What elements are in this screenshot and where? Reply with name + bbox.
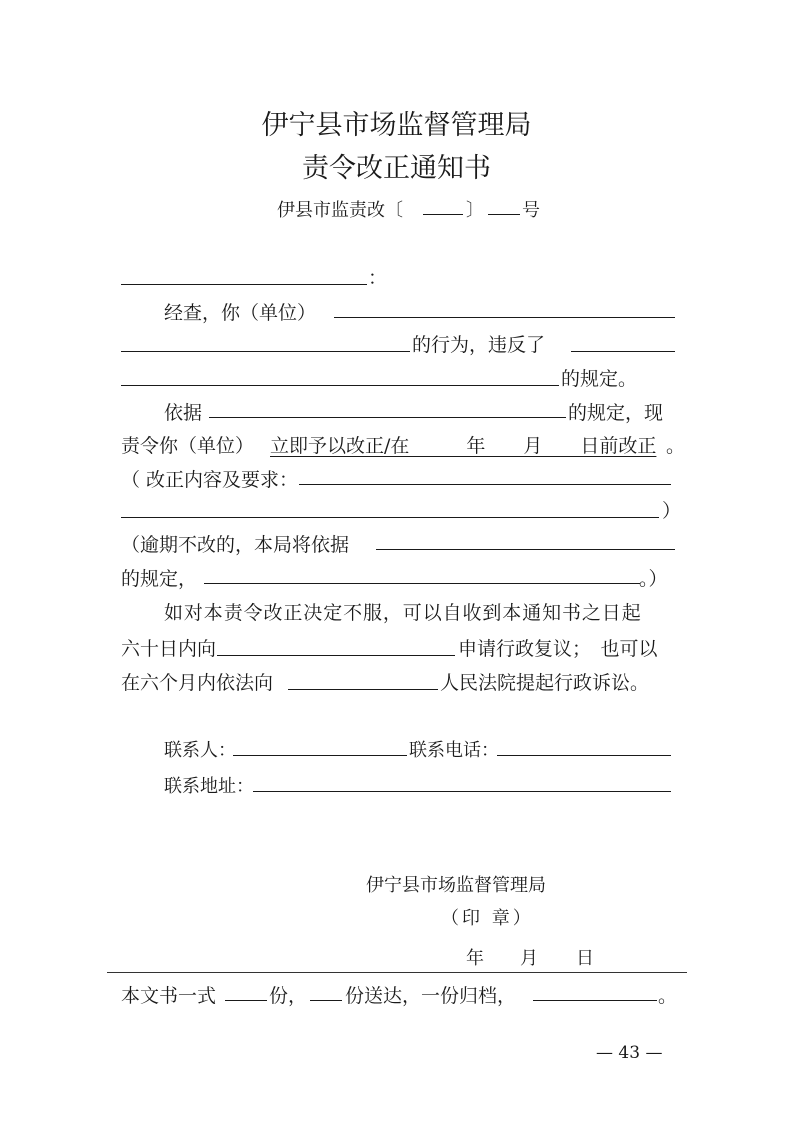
doc-number-mid: 〕 xyxy=(466,200,484,221)
rule-end-text: 的规定。 xyxy=(561,368,638,390)
contact-address-label: 联系地址： xyxy=(164,776,254,797)
seal-placeholder: （印 章） xyxy=(441,908,534,929)
contact-person-field[interactable] xyxy=(233,755,407,756)
contact-phone-field[interactable] xyxy=(497,755,671,756)
violated-rule-continued-blank[interactable] xyxy=(121,385,559,386)
unit-name-blank[interactable] xyxy=(334,317,675,318)
doc-number-prefix: 伊县市监责改〔 xyxy=(277,200,403,221)
order-text: 责令你（单位） xyxy=(121,435,255,457)
contact-phone-label: 联系电话： xyxy=(409,740,499,761)
contact-person-label: 联系人： xyxy=(164,740,236,761)
requirements-close-paren: ） xyxy=(662,500,682,522)
overdue-penalty-blank[interactable] xyxy=(204,583,640,584)
copies-text: 本文书一式 xyxy=(121,985,217,1007)
sign-month-label: 月 xyxy=(520,948,538,969)
doc-year-blank[interactable] xyxy=(423,214,463,215)
served-count-blank[interactable] xyxy=(310,1000,342,1001)
deadline-period: 。 xyxy=(666,435,686,457)
doc-number-suffix: 号 xyxy=(522,200,540,221)
legal-basis-blank[interactable] xyxy=(209,417,566,418)
according-text: 依据 xyxy=(164,402,203,424)
copies-end-text: 。 xyxy=(658,985,678,1007)
appeal-text-line2-start: 六十日内向 xyxy=(121,638,217,660)
conduct-blank[interactable] xyxy=(121,351,410,352)
copies-unit-text: 份， xyxy=(269,985,308,1007)
recipient-blank[interactable] xyxy=(121,284,367,285)
rule-now-text: 的规定，现 xyxy=(568,402,664,424)
contact-address-field[interactable] xyxy=(253,791,671,792)
requirements-label: （ 改正内容及要求： xyxy=(121,469,299,491)
requirements-continued-blank[interactable] xyxy=(121,517,659,518)
requirements-blank[interactable] xyxy=(299,484,671,485)
correction-deadline[interactable]: 立即予以改正/在 年 月 日前改正 xyxy=(270,435,657,457)
review-authority-blank[interactable] xyxy=(217,655,455,656)
sign-year-label: 年 xyxy=(466,948,484,969)
sign-day-label: 日 xyxy=(576,948,594,969)
appeal-text-line3-end: 人民法院提起行政诉讼。 xyxy=(440,672,650,694)
footer-divider xyxy=(107,972,687,973)
recipient-colon: ： xyxy=(368,267,388,289)
overdue-text: （逾期不改的，本局将依据 xyxy=(121,534,350,556)
document-title: 责令改正通知书 xyxy=(302,153,491,184)
appeal-text-line3-start: 在六个月内依法向 xyxy=(121,672,274,694)
appeal-text-line2-end: 申请行政复议； 也可以 xyxy=(458,638,658,660)
overdue-rule-text: 的规定， xyxy=(121,568,198,590)
copies-count-blank[interactable] xyxy=(225,1000,267,1001)
conduct-violated-text: 的行为，违反了 xyxy=(412,334,546,356)
appeal-text-line1: 如对本责令改正决定不服，可以自收到本通知书之日起 xyxy=(164,602,642,624)
court-blank[interactable] xyxy=(288,689,438,690)
archive-note-blank[interactable] xyxy=(533,1000,657,1001)
page-number: — 43 — xyxy=(596,1043,663,1063)
served-archived-text: 份送达，一份归档， xyxy=(345,985,517,1007)
violated-rule-blank[interactable] xyxy=(571,351,675,352)
signature-org: 伊宁县市场监督管理局 xyxy=(366,875,546,896)
org-title: 伊宁县市场监督管理局 xyxy=(261,110,532,141)
overdue-basis-blank[interactable] xyxy=(376,549,675,550)
overdue-end-text: 。） xyxy=(639,568,668,590)
doc-serial-blank[interactable] xyxy=(488,214,520,215)
p1-start-text: 经查，你（单位） xyxy=(164,302,317,324)
